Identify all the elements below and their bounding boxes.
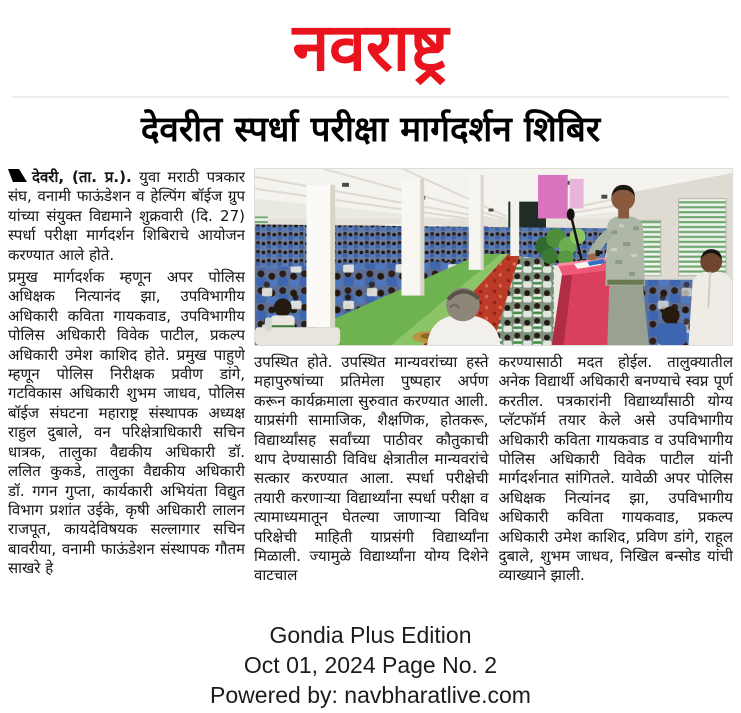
masthead [0, 0, 741, 94]
article-right-section [254, 168, 733, 606]
article-column-2 [254, 353, 489, 606]
article-columns-2-3 [254, 353, 733, 606]
event-hall-photo-illustration [255, 169, 732, 345]
article-headline: देवरीत स्पर्धा परीक्षा मार्गदर्शन शिबिर [140, 110, 601, 150]
dateline: देवरी, (ता. प्र.). [32, 168, 132, 186]
article-photo [254, 168, 733, 346]
masthead-divider [12, 96, 729, 98]
column-3-text: करण्यासाठी मदत होईल. तालुक्यातील अनेक विद्यार्थी अधिकारी बनण्याचे स्वप्न पूर्ण करतील. पत्रकारांनी विद्यार्थ्यांसाठी योग्य प्लॅटफॉर्म तयार केले असे उपविभागीय अधिकारी कविता गायकवाड व उपविभागीय पोलिस अधिकारी विवेक पाटील यांनी मार्गदर्शनात सांगितले. यावेळी अपर पोलिस अधिक्षक नित्यांनद झा, उपविभागीय अधिकारी कविता गायकवाड, प्रकल्प अधिकारी उमेश काशिद, प्रविण डांगे, राहूल दुबाले, शुभम जाधव, निखिल बन्सोड यांची व्याख्याने झाली. [498, 353, 733, 585]
edition-label: Gondia Plus Edition [269, 622, 472, 648]
date-page-label: Oct 01, 2024 Page No. 2 [243, 652, 498, 678]
article-paragraph-2: प्रमुख मार्गदर्शक म्हणून अपर पोलिस अधिक्षक नित्यानंद झा, उपविभागीय अधिकारी कविता गायकवाड, उपविभागीय पोलिस अधिकारी विवेक पाटील, प्रकल्प अधिकारी उमेश काशिद होते. प्रमुख पाहुणे म्हणून पोलिस निरीक्षक प्रवीण डांगे, गटविकास अधिकारी शुभम जाधव, पोलिस बॉईज संघटना महाराष्ट्र संस्थापक अध्यक्ष राहुल दुबाले, वन परिक्षेत्राधिकारी सचिन धात्रक, तालुका वैद्यकीय अधिकारी डॉ. ललित कुकडे, तालुका वैद्यकीय अधिकारी डॉ. गगन गुप्ता, कार्यकारी अभियंता विद्युत विभाग प्रशांत उईके, कृषी अधिकारी लालन राजपूत, कायदेविषयक सल्लागार सचिन बावरीया, वनामी फाऊंडेशन संस्थापक गौतम साखरे हे [8, 268, 245, 578]
powered-by-label: Powered by: navbharatlive.com [210, 682, 531, 708]
newspaper-title: नवराष्ट्र [292, 9, 449, 86]
article-column-3 [499, 353, 734, 606]
article-body [0, 168, 741, 606]
article-column-1 [8, 168, 245, 606]
column-2-text: उपस्थित होते. उपस्थित मान्यवरांच्या हस्ते महापुरुषांच्या प्रतिमेला पुष्पहार अर्पण करून कार्यक्रमाला सुरुवात करण्यात आली. याप्रसंगी सामाजिक, शैक्षणिक, होतकरू, विद्यार्थ्यांसह सर्वांच्या पाठीवर कौतुकाची थाप देण्यासाठी विविध क्षेत्रातील मान्यवरांचे सत्कार करण्यात आला. स्पर्धा परीक्षेची तयारी करणाऱ्या विद्यार्थ्यांना स्पर्धा परीक्षा व त्यामाध्यमातून घेतल्या जाणाऱ्या विविध परिक्षेची माहिती याप्रसंगी विद्यार्थ्यांना मिळाली. ज्यामुळे विद्यार्थ्यांना योग्य दिशेने वाटचाल [254, 353, 489, 585]
article-paragraph-1 [8, 168, 245, 265]
footer [0, 620, 741, 710]
dateline-pointer-icon [8, 169, 27, 182]
paragraph-1-text: युवा मराठी पत्रकार संघ, वनामी फाऊंडेशन व हेल्पिंग बॉईज ग्रुप यांच्या संयुक्त विद्यमाने शुक्रवारी (दि. 27) स्पर्धा परीक्षा मार्गदर्शन शिबिराचे आयोजन करण्यात आले होते. [8, 168, 245, 264]
